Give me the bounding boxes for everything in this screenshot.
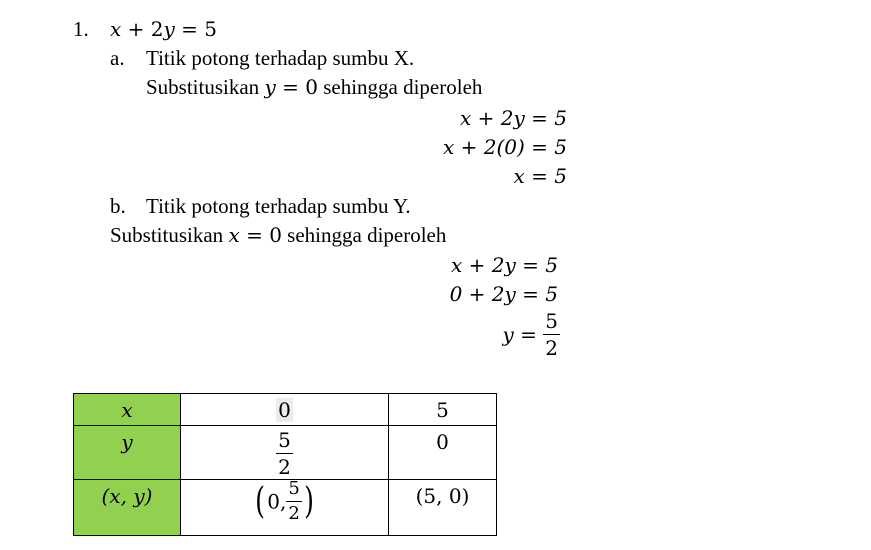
part-b-title: Titik potong terhadap sumbu Y. (146, 194, 411, 218)
eq-plus: + (127, 17, 145, 41)
cell-point-2: (5, 0) (389, 480, 497, 536)
cell-y-fraction: $\frac{5}{2}$ (278, 428, 291, 479)
cell-y-2: 0 (389, 426, 497, 480)
table-row (74, 426, 497, 480)
fraction-numerator: 5 (545, 309, 558, 333)
eq-x: x (110, 17, 122, 41)
subst-rest: sehingga diperoleh (323, 75, 483, 99)
final-fraction (543, 311, 560, 358)
header-point: (x, y) (74, 480, 181, 536)
eq-y: y (163, 17, 175, 41)
part-a-marker: a. (110, 46, 125, 70)
part-b-step-3 (502, 311, 560, 358)
header-x: x (74, 394, 181, 426)
part-b-step-1: x + 2y = 5 (451, 253, 558, 277)
part-b-substitution (110, 225, 446, 246)
subst-rest: sehingga diperoleh (287, 223, 447, 247)
table-row (74, 394, 497, 426)
cell-y-1 (181, 426, 389, 480)
eq-rhs: 5 (204, 17, 218, 41)
cell-x-1: 0 (181, 394, 389, 426)
subst-var: x (228, 223, 240, 247)
cell-point-1: ( 0, $\frac{5}{2}$ ) (181, 480, 389, 536)
part-a-substitution (146, 77, 482, 98)
cell-x-2: 5 (389, 394, 497, 426)
part-a-step-1: x + 2y = 5 (460, 106, 567, 130)
final-lhs: y = (502, 322, 537, 347)
part-b-marker: b. (110, 194, 126, 218)
coordinate-table (73, 393, 497, 536)
cell-point-fraction: $\frac{5}{2}$ (288, 478, 300, 524)
problem-number: 1. (73, 17, 89, 41)
header-y: y (74, 426, 181, 480)
part-a-title: Titik potong terhadap sumbu X. (146, 46, 415, 70)
subst-var: y (264, 75, 276, 99)
eq-equals: = (181, 17, 198, 41)
subst-eq: = 0 (282, 75, 318, 99)
part-b-step-2: 0 + 2y = 5 (449, 282, 558, 306)
subst-eq: = 0 (246, 223, 282, 247)
table-row (74, 480, 497, 536)
fraction-denominator: 2 (545, 336, 558, 360)
problem-equation (110, 19, 217, 39)
subst-text: Substitusikan (146, 75, 260, 99)
part-a-step-3: x = 5 (513, 164, 567, 188)
subst-text: Substitusikan (110, 223, 224, 247)
eq-coef: 2 (150, 17, 164, 41)
part-a-step-2: x + 2(0) = 5 (442, 135, 567, 159)
